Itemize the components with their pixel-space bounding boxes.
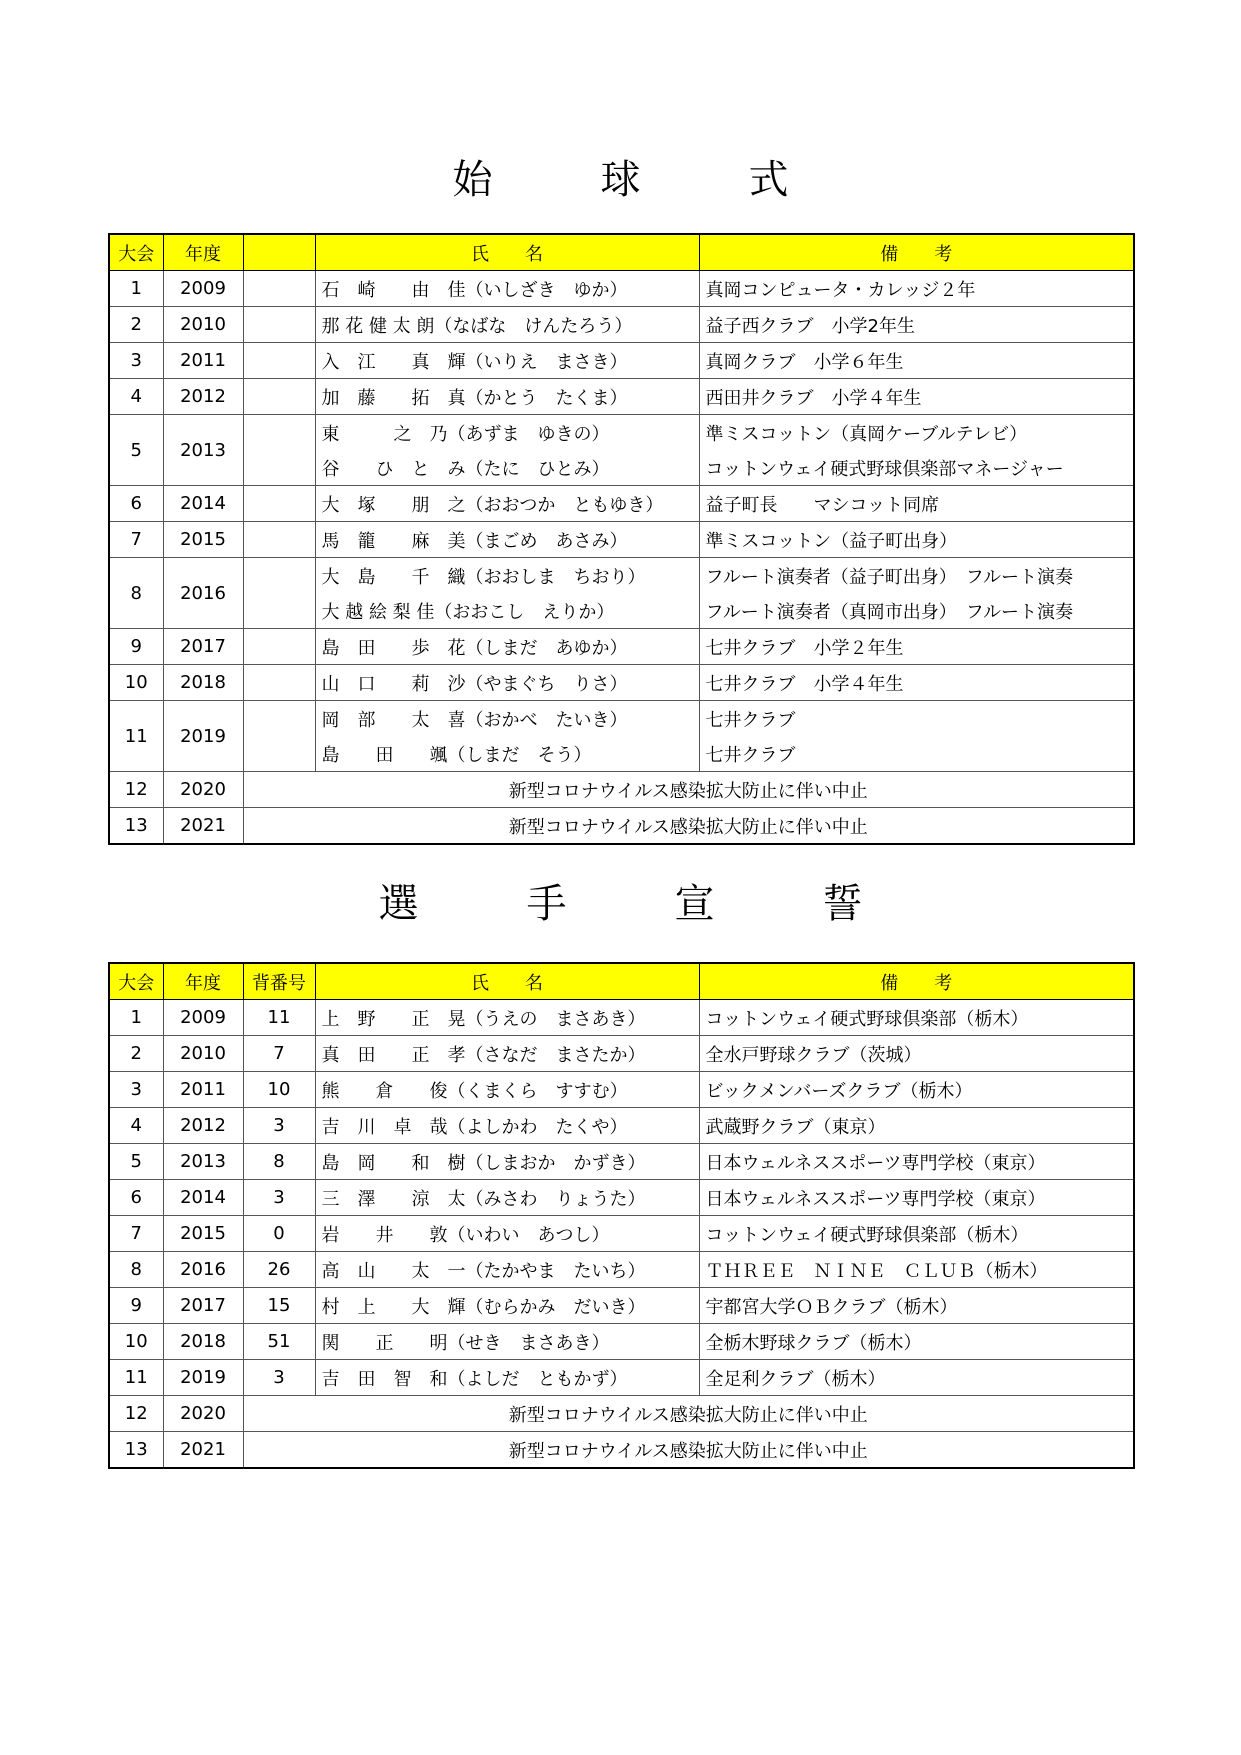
header-note: 備 考 <box>699 963 1134 1000</box>
tournament-number: 13 <box>109 808 163 845</box>
blank-cell <box>243 522 315 558</box>
cancelled-note: 新型コロナウイルス感染拡大防止に伴い中止 <box>243 772 1134 808</box>
header-year: 年度 <box>163 963 243 1000</box>
person-name: 島 田 颯（しまだ そう） <box>315 736 699 772</box>
tournament-number: 12 <box>109 772 163 808</box>
table-header-row <box>109 963 1134 1000</box>
table-row <box>109 1216 1134 1252</box>
remark: 益子西クラブ 小学2年生 <box>699 307 1134 343</box>
uniform-number: 15 <box>243 1288 315 1324</box>
person-name: 加 藤 拓 真（かとう たくま） <box>315 379 699 415</box>
person-name: 上 野 正 晃（うえの まさあき） <box>315 1000 699 1036</box>
blank-cell <box>243 629 315 665</box>
tournament-number: 3 <box>109 1072 163 1108</box>
remark: 日本ウェルネススポーツ専門学校（東京） <box>699 1180 1134 1216</box>
year-cell: 2010 <box>163 1036 243 1072</box>
tournament-number: 11 <box>109 701 163 772</box>
tournament-number: 9 <box>109 629 163 665</box>
remark: 宇都宮大学ＯＢクラブ（栃木） <box>699 1288 1134 1324</box>
table-row <box>109 1144 1134 1180</box>
table-row <box>109 1324 1134 1360</box>
tournament-number: 4 <box>109 1108 163 1144</box>
table-row <box>109 1036 1134 1072</box>
tournament-number: 8 <box>109 1252 163 1288</box>
table-row <box>109 629 1134 665</box>
oath-table <box>108 962 1135 1469</box>
table-row <box>109 1000 1134 1036</box>
person-name: 吉 川 卓 哉（よしかわ たくや） <box>315 1108 699 1144</box>
year-cell: 2019 <box>163 701 243 772</box>
ceremony-title: 始 球 式 <box>452 157 823 203</box>
person-name: 入 江 真 輝（いりえ まさき） <box>315 343 699 379</box>
table-row <box>109 1072 1134 1108</box>
person-name: 関 正 明（せき まさあき） <box>315 1324 699 1360</box>
remark: コットンウェイ硬式野球倶楽部（栃木） <box>699 1000 1134 1036</box>
year-cell: 2016 <box>163 558 243 629</box>
tournament-number: 4 <box>109 379 163 415</box>
year-cell: 2020 <box>163 1396 243 1432</box>
table-row <box>109 1180 1134 1216</box>
blank-cell <box>243 665 315 701</box>
uniform-number: 8 <box>243 1144 315 1180</box>
remark: 全足利クラブ（栃木） <box>699 1360 1134 1396</box>
person-name: 山 口 莉 沙（やまぐち りさ） <box>315 665 699 701</box>
person-name: 岡 部 太 喜（おかべ たいき） <box>315 701 699 737</box>
uniform-number: 3 <box>243 1180 315 1216</box>
year-cell: 2018 <box>163 665 243 701</box>
tournament-number: 2 <box>109 307 163 343</box>
year-cell: 2020 <box>163 772 243 808</box>
tournament-number: 7 <box>109 1216 163 1252</box>
cancelled-note: 新型コロナウイルス感染拡大防止に伴い中止 <box>243 808 1134 845</box>
remark: コットンウェイ硬式野球倶楽部（栃木） <box>699 1216 1134 1252</box>
year-cell: 2013 <box>163 1144 243 1180</box>
tournament-number: 6 <box>109 486 163 522</box>
person-name: 村 上 大 輝（むらかみ だいき） <box>315 1288 699 1324</box>
person-name: 大 塚 朋 之（おおつか ともゆき） <box>315 486 699 522</box>
table-row <box>109 1360 1134 1396</box>
blank-cell <box>243 558 315 629</box>
tournament-number: 5 <box>109 1144 163 1180</box>
header-blank <box>243 234 315 271</box>
remark: 七井クラブ 小学２年生 <box>699 629 1134 665</box>
tournament-number: 2 <box>109 1036 163 1072</box>
uniform-number: 3 <box>243 1108 315 1144</box>
year-cell: 2017 <box>163 1288 243 1324</box>
tournament-number: 1 <box>109 1000 163 1036</box>
year-cell: 2015 <box>163 1216 243 1252</box>
tournament-number: 3 <box>109 343 163 379</box>
year-cell: 2009 <box>163 1000 243 1036</box>
tournament-number: 7 <box>109 522 163 558</box>
blank-cell <box>243 271 315 307</box>
year-cell: 2014 <box>163 1180 243 1216</box>
tournament-number: 12 <box>109 1396 163 1432</box>
header-note: 備 考 <box>699 234 1134 271</box>
blank-cell <box>243 415 315 486</box>
table-row <box>109 1432 1134 1469</box>
tournament-number: 11 <box>109 1360 163 1396</box>
table-row <box>109 343 1134 379</box>
remark: フルート演奏者（真岡市出身） フルート演奏 <box>699 593 1134 629</box>
person-name: 島 岡 和 樹（しまおか かずき） <box>315 1144 699 1180</box>
year-cell: 2019 <box>163 1360 243 1396</box>
person-name: 大 島 千 織（おおしま ちおり） <box>315 558 699 594</box>
blank-cell <box>243 343 315 379</box>
remark: 益子町長 マシコット同席 <box>699 486 1134 522</box>
blank-cell <box>243 701 315 772</box>
year-cell: 2017 <box>163 629 243 665</box>
table-row <box>109 379 1134 415</box>
header-year: 年度 <box>163 234 243 271</box>
cancelled-note: 新型コロナウイルス感染拡大防止に伴い中止 <box>243 1432 1134 1469</box>
remark: 真岡コンピュータ・カレッジ２年 <box>699 271 1134 307</box>
person-name: 高 山 太 一（たかやま たいち） <box>315 1252 699 1288</box>
person-name: 島 田 歩 花（しまだ あゆか） <box>315 629 699 665</box>
remark: 全栃木野球クラブ（栃木） <box>699 1324 1134 1360</box>
year-cell: 2021 <box>163 1432 243 1469</box>
table-row <box>109 1288 1134 1324</box>
person-name: 那 花 健 太 朗（なばな けんたろう） <box>315 307 699 343</box>
uniform-number: 7 <box>243 1036 315 1072</box>
table-header-row <box>109 234 1134 271</box>
person-name: 熊 倉 俊（くまくら すすむ） <box>315 1072 699 1108</box>
uniform-number: 0 <box>243 1216 315 1252</box>
person-name: 三 澤 涼 太（みさわ りょうた） <box>315 1180 699 1216</box>
header-tournament: 大会 <box>109 963 163 1000</box>
tournament-number: 8 <box>109 558 163 629</box>
remark: 武蔵野クラブ（東京） <box>699 1108 1134 1144</box>
person-name: 吉 田 智 和（よしだ ともかず） <box>315 1360 699 1396</box>
person-name: 谷 ひ と み（たに ひとみ） <box>315 450 699 486</box>
remark: 七井クラブ <box>699 701 1134 737</box>
header-name: 氏 名 <box>315 963 699 1000</box>
person-name: 真 田 正 孝（さなだ まさたか） <box>315 1036 699 1072</box>
remark: 準ミスコットン（益子町出身） <box>699 522 1134 558</box>
year-cell: 2021 <box>163 808 243 845</box>
blank-cell <box>243 307 315 343</box>
tournament-number: 10 <box>109 1324 163 1360</box>
cancelled-note: 新型コロナウイルス感染拡大防止に伴い中止 <box>243 1396 1134 1432</box>
blank-cell <box>243 486 315 522</box>
remark: 準ミスコットン（真岡ケーブルテレビ） <box>699 415 1134 451</box>
person-name: 大 越 絵 梨 佳（おおこし えりか） <box>315 593 699 629</box>
remark: 七井クラブ <box>699 736 1134 772</box>
year-cell: 2012 <box>163 1108 243 1144</box>
header-tournament: 大会 <box>109 234 163 271</box>
year-cell: 2018 <box>163 1324 243 1360</box>
table-row <box>109 1396 1134 1432</box>
tournament-number: 5 <box>109 415 163 486</box>
year-cell: 2009 <box>163 271 243 307</box>
table-row <box>109 522 1134 558</box>
table-row <box>109 415 1134 451</box>
remark: フルート演奏者（益子町出身） フルート演奏 <box>699 558 1134 594</box>
tournament-number: 1 <box>109 271 163 307</box>
year-cell: 2011 <box>163 343 243 379</box>
year-cell: 2011 <box>163 1072 243 1108</box>
year-cell: 2016 <box>163 1252 243 1288</box>
tournament-number: 6 <box>109 1180 163 1216</box>
year-cell: 2014 <box>163 486 243 522</box>
table-row <box>109 701 1134 737</box>
remark: ビックメンバーズクラブ（栃木） <box>699 1072 1134 1108</box>
tournament-number: 10 <box>109 665 163 701</box>
uniform-number: 51 <box>243 1324 315 1360</box>
table-row <box>109 1108 1134 1144</box>
year-cell: 2013 <box>163 415 243 486</box>
table-row <box>109 307 1134 343</box>
table-row <box>109 1252 1134 1288</box>
table-row <box>109 486 1134 522</box>
remark: コットンウェイ硬式野球倶楽部マネージャー <box>699 450 1134 486</box>
header-name: 氏 名 <box>315 234 699 271</box>
person-name: 石 崎 由 佳（いしざき ゆか） <box>315 271 699 307</box>
table-row <box>109 271 1134 307</box>
remark: 全水戸野球クラブ（茨城） <box>699 1036 1134 1072</box>
person-name: 岩 井 敦（いわい あつし） <box>315 1216 699 1252</box>
tournament-number: 9 <box>109 1288 163 1324</box>
remark: 西田井クラブ 小学４年生 <box>699 379 1134 415</box>
year-cell: 2015 <box>163 522 243 558</box>
ceremony-table <box>108 233 1135 845</box>
remark: 真岡クラブ 小学６年生 <box>699 343 1134 379</box>
remark: 日本ウェルネススポーツ専門学校（東京） <box>699 1144 1134 1180</box>
year-cell: 2010 <box>163 307 243 343</box>
table-row <box>109 558 1134 594</box>
blank-cell <box>243 379 315 415</box>
uniform-number: 11 <box>243 1000 315 1036</box>
person-name: 馬 籠 麻 美（まごめ あさみ） <box>315 522 699 558</box>
uniform-number: 3 <box>243 1360 315 1396</box>
table-row <box>109 808 1134 845</box>
uniform-number: 10 <box>243 1072 315 1108</box>
table-row <box>109 772 1134 808</box>
uniform-number: 26 <box>243 1252 315 1288</box>
person-name: 東 之 乃（あずま ゆきの） <box>315 415 699 451</box>
remark: ＴＨＲＥＥ ＮＩＮＥ ＣＬＵＢ（栃木） <box>699 1252 1134 1288</box>
table-row <box>109 665 1134 701</box>
remark: 七井クラブ 小学４年生 <box>699 665 1134 701</box>
oath-title: 選 手 宣 誓 <box>378 881 897 927</box>
year-cell: 2012 <box>163 379 243 415</box>
tournament-number: 13 <box>109 1432 163 1469</box>
header-number: 背番号 <box>243 963 315 1000</box>
